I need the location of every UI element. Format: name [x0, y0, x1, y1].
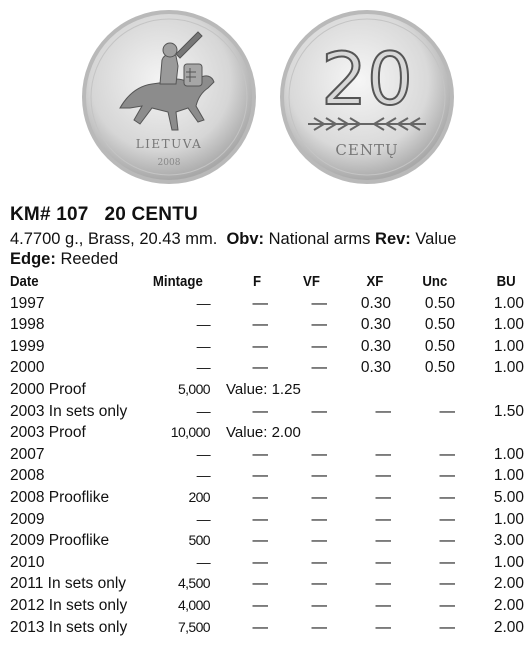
cell-bu: 1.00 — [493, 467, 524, 485]
cell-mintage: — — [196, 316, 210, 333]
edge-value: Reeded — [60, 250, 119, 268]
cell-vf: — — [311, 510, 327, 528]
cell-vf: — — [311, 359, 327, 377]
cell-bu: 1.00 — [493, 553, 524, 571]
table-row — [10, 336, 524, 358]
cell-unc: — — [439, 467, 455, 485]
cell-f: — — [252, 337, 268, 355]
cell-vf: — — [311, 445, 327, 463]
col-header-xf: XF — [366, 273, 384, 290]
cell-vf: — — [311, 532, 327, 550]
cell-f: — — [252, 316, 268, 334]
cell-xf: — — [375, 553, 391, 571]
table-row — [10, 422, 524, 444]
cell-mintage: — — [196, 402, 210, 419]
col-header-unc: Unc — [422, 273, 448, 290]
cell-vf: — — [311, 488, 327, 506]
cell-bu: 3.00 — [493, 532, 524, 550]
cell-f: — — [252, 596, 268, 614]
cell-vf: — — [311, 553, 327, 571]
cell-date: 2000 Proof — [10, 380, 86, 398]
cell-xf: — — [375, 575, 391, 593]
cell-vf: — — [311, 618, 327, 636]
table-row — [10, 530, 524, 552]
mintage-price-table — [10, 271, 524, 638]
cell-date: 2000 — [10, 359, 45, 377]
cell-unc: — — [439, 618, 455, 636]
reverse-legend: CENTŲ — [335, 141, 399, 159]
cell-bu: 1.00 — [493, 445, 524, 463]
cell-value-note — [210, 379, 524, 401]
cell-xf: 0.30 — [360, 359, 391, 377]
coin-specs — [10, 229, 525, 269]
edge-label: Edge: — [10, 250, 56, 268]
cell-vf: — — [311, 575, 327, 593]
cell-xf: — — [375, 467, 391, 485]
cell-unc: 0.50 — [424, 359, 455, 377]
col-header-vf: VF — [303, 273, 320, 290]
cell-mintage: — — [196, 467, 210, 484]
cell-unc: — — [439, 596, 455, 614]
cell-f: — — [252, 532, 268, 550]
cell-bu: 1.00 — [493, 294, 524, 312]
table-row — [10, 357, 524, 379]
cell-f: — — [252, 359, 268, 377]
table-row — [10, 401, 524, 423]
cell-xf: — — [375, 488, 391, 506]
cell-unc: — — [439, 532, 455, 550]
table-row — [10, 379, 524, 401]
cell-vf: — — [311, 337, 327, 355]
table-row — [10, 487, 524, 509]
cell-date: 2010 — [10, 553, 45, 571]
cell-unc: — — [439, 510, 455, 528]
cell-xf: — — [375, 445, 391, 463]
coin-reverse-image — [278, 8, 456, 186]
cell-date: 2009 — [10, 510, 45, 528]
cell-f: — — [252, 488, 268, 506]
cell-mintage: 200 — [188, 488, 210, 505]
cell-vf: — — [311, 596, 327, 614]
cell-bu: 2.00 — [493, 618, 524, 636]
cell-bu: 1.00 — [493, 359, 524, 377]
cell-date: 2003 Proof — [10, 424, 86, 442]
cell-f: — — [252, 510, 268, 528]
cell-bu: 5.00 — [493, 488, 524, 506]
cell-unc: 0.50 — [424, 294, 455, 312]
cell-f: — — [252, 445, 268, 463]
cell-unc: 0.50 — [424, 316, 455, 334]
cell-xf: — — [375, 510, 391, 528]
cell-bu: 1.00 — [493, 316, 524, 334]
cell-value-note — [210, 422, 524, 444]
cell-xf: — — [375, 402, 391, 420]
cell-f: — — [252, 467, 268, 485]
denomination-title: 20 CENTU — [104, 204, 198, 225]
cell-f: — — [252, 553, 268, 571]
rev-label: Rev: — [375, 230, 411, 248]
cell-date: 2008 Prooflike — [10, 488, 110, 506]
cell-xf: 0.30 — [360, 294, 391, 312]
cell-mintage: 4,500 — [177, 575, 210, 592]
obverse-legend: LIETUVA — [135, 137, 203, 151]
cell-bu: 1.50 — [493, 402, 524, 420]
cell-bu: 1.00 — [493, 337, 524, 355]
cell-mintage: — — [196, 445, 210, 462]
cell-mintage: — — [196, 510, 210, 527]
cell-f: — — [252, 618, 268, 636]
cell-xf: 0.30 — [360, 337, 391, 355]
cell-date: 2009 Prooflike — [10, 532, 110, 550]
cell-xf: — — [375, 618, 391, 636]
value-note: Value: 2.00 — [226, 424, 301, 442]
reverse-numeral: 20 — [321, 37, 413, 121]
cell-date: 2011 In sets only — [10, 575, 127, 593]
cell-date: 1999 — [10, 337, 45, 355]
cell-xf: 0.30 — [360, 316, 391, 334]
cell-f: — — [252, 294, 268, 312]
cell-mintage: 4,000 — [177, 596, 210, 613]
weight-metal-size: 4.7700 g., Brass, 20.43 mm. — [10, 230, 218, 248]
cell-date: 2003 In sets only — [10, 402, 128, 420]
cell-unc: 0.50 — [424, 337, 455, 355]
cell-f: — — [252, 575, 268, 593]
km-number: KM# 107 — [10, 204, 89, 225]
cell-date: 2007 — [10, 445, 45, 463]
cell-date: 1997 — [10, 294, 45, 312]
col-header-mintage: Mintage — [152, 273, 203, 290]
col-header-bu: BU — [496, 273, 516, 290]
cell-date: 2012 In sets only — [10, 596, 128, 614]
cell-date: 1998 — [10, 316, 45, 334]
cell-bu: 2.00 — [493, 575, 524, 593]
cell-mintage: 10,000 — [170, 424, 210, 441]
cell-unc: — — [439, 445, 455, 463]
obv-label: Obv: — [226, 230, 265, 248]
catalog-heading — [10, 204, 198, 226]
table-row — [10, 617, 524, 639]
cell-date: 2008 — [10, 467, 45, 485]
obverse-year: 2008 — [157, 158, 181, 168]
coin-images — [0, 8, 528, 198]
cell-unc: — — [439, 402, 455, 420]
table-row — [10, 573, 524, 595]
rev-value: Value — [415, 230, 457, 248]
table-row — [10, 552, 524, 574]
table-header-row — [10, 271, 524, 293]
col-header-date: Date — [10, 273, 39, 290]
cell-vf: — — [311, 467, 327, 485]
cell-vf: — — [311, 316, 327, 334]
value-note: Value: 1.25 — [226, 380, 301, 398]
cell-vf: — — [311, 402, 327, 420]
cell-vf: — — [311, 294, 327, 312]
table-row — [10, 444, 524, 466]
cell-mintage: 5,000 — [177, 380, 210, 397]
table-row — [10, 293, 524, 315]
cell-xf: — — [375, 596, 391, 614]
cell-mintage: — — [196, 359, 210, 376]
cell-mintage: — — [196, 337, 210, 354]
col-header-f: F — [252, 273, 262, 290]
table-row — [10, 509, 524, 531]
cell-f: — — [252, 402, 268, 420]
table-body — [10, 293, 524, 639]
table-row — [10, 465, 524, 487]
cell-unc: — — [439, 575, 455, 593]
cell-mintage: 7,500 — [177, 618, 210, 635]
cell-xf: — — [375, 532, 391, 550]
cell-mintage: 500 — [188, 532, 210, 549]
cell-date: 2013 In sets only — [10, 618, 128, 636]
cell-bu: 1.00 — [493, 510, 524, 528]
obv-value: National arms — [268, 230, 371, 248]
cell-unc: — — [439, 553, 455, 571]
cell-mintage: — — [196, 553, 210, 570]
cell-unc: — — [439, 488, 455, 506]
table-row — [10, 595, 524, 617]
cell-bu: 2.00 — [493, 596, 524, 614]
table-row — [10, 314, 524, 336]
cell-mintage: — — [196, 294, 210, 311]
coin-obverse-image — [80, 8, 258, 186]
